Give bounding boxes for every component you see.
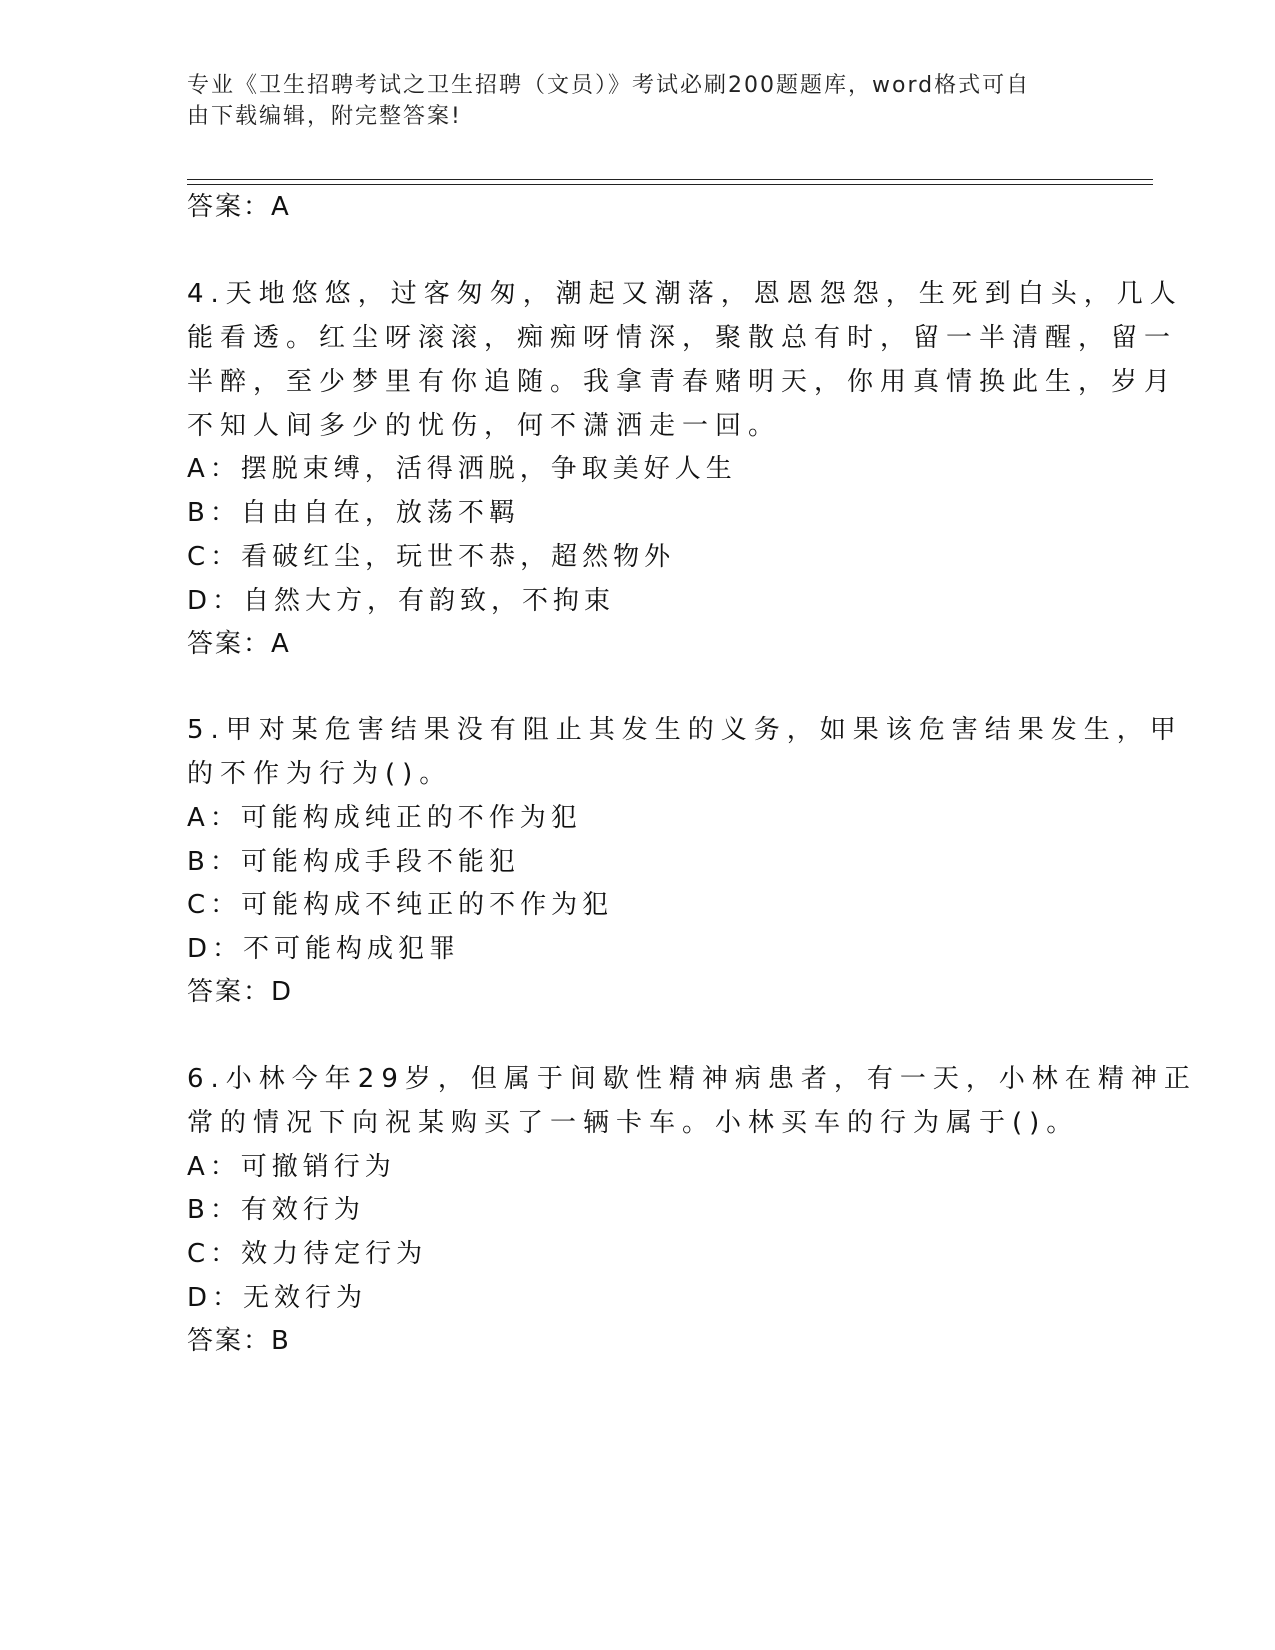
question-5-stem-line-2: 的不作为行为()。 (187, 759, 453, 789)
question-6-option-b: B：有效行为 (187, 1195, 365, 1225)
question-4-stem-line-2: 能看透。红尘呀滚滚，痴痴呀情深，聚散总有时，留一半清醒，留一 (187, 323, 1178, 353)
answer-previous: 答案：A (187, 192, 291, 222)
question-4-stem-line-3: 半醉，至少梦里有你追随。我拿青春赌明天，你用真情换此生，岁月 (187, 367, 1178, 397)
question-5-option-c: C：可能构成不纯正的不作为犯 (187, 890, 614, 920)
question-5-stem-line-1: 5.甲对某危害结果没有阻止其发生的义务，如果该危害结果发生，甲 (187, 715, 1183, 745)
question-5-option-a: A：可能构成纯正的不作为犯 (187, 803, 582, 833)
page-header (187, 70, 1067, 132)
header-divider-top (187, 179, 1153, 180)
question-6-option-a: A：可撤销行为 (187, 1152, 396, 1182)
question-4-option-d: D：自然大方，有韵致，不拘束 (187, 586, 616, 616)
question-5-option-d: D：不可能构成犯罪 (187, 934, 461, 964)
question-6-stem-line-1: 6.小林今年29岁，但属于间歇性精神病患者，有一天，小林在精神正 (187, 1064, 1197, 1094)
question-4-option-c: C：看破红尘，玩世不恭，超然物外 (187, 542, 676, 572)
question-4-stem-line-1: 4.天地悠悠，过客匆匆，潮起又潮落，恩恩怨怨，生死到白头，几人 (187, 279, 1183, 309)
header-divider-bottom (187, 184, 1153, 185)
question-4-option-b: B：自由自在，放荡不羁 (187, 498, 520, 528)
question-4-stem-line-4: 不知人间多少的忧伤，何不潇洒走一回。 (187, 411, 782, 441)
question-6-stem-line-2: 常的情况下向祝某购买了一辆卡车。小林买车的行为属于()。 (187, 1108, 1080, 1138)
header-line-1: 专业《卫生招聘考试之卫生招聘（文员）》考试必刷200题题库，word格式可自 (187, 73, 1031, 98)
question-4-option-a: A：摆脱束缚，活得洒脱，争取美好人生 (187, 454, 737, 484)
header-line-2: 由下载编辑，附完整答案! (187, 104, 462, 129)
question-5-answer: 答案：D (187, 977, 294, 1007)
question-5-option-b: B：可能构成手段不能犯 (187, 847, 520, 877)
question-6-option-c: C：效力待定行为 (187, 1239, 428, 1269)
question-6-answer: 答案：B (187, 1326, 291, 1356)
question-4-answer: 答案：A (187, 629, 291, 659)
question-6-option-d: D：无效行为 (187, 1283, 368, 1313)
